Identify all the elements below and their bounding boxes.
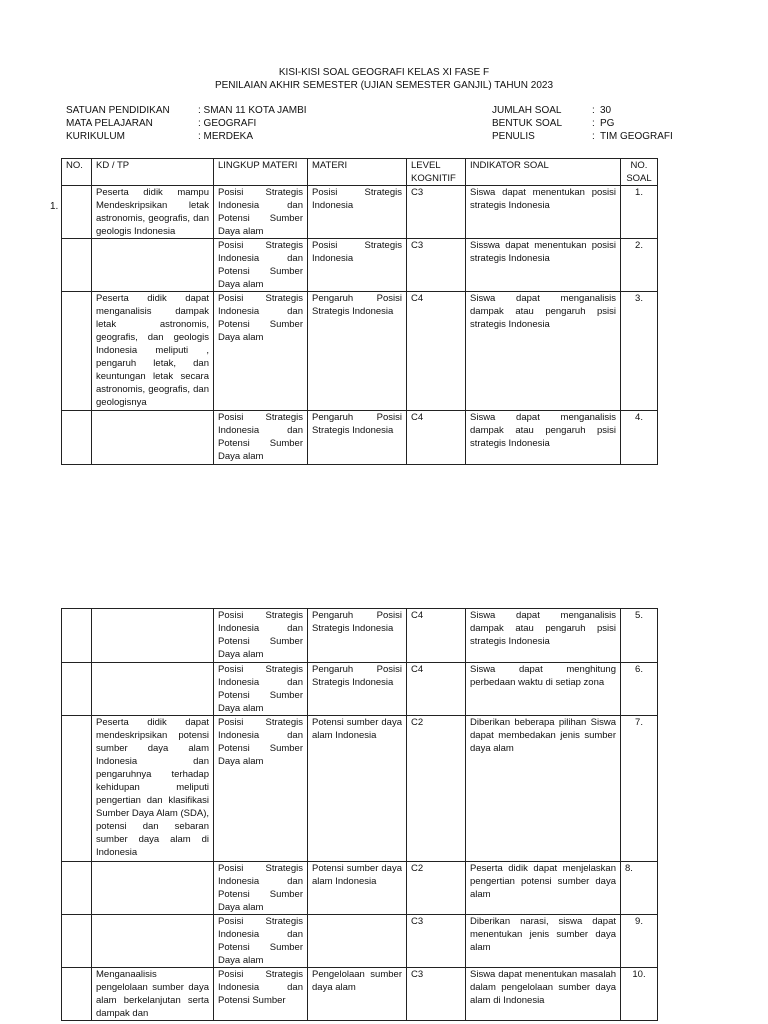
cell-no: [62, 663, 92, 716]
meta-label: MATA PELAJARAN: [66, 118, 153, 129]
cell-materi: Pengaruh Posisi Strategis Indonesia: [308, 292, 407, 411]
cell-level: C2: [407, 716, 466, 862]
cell-no: [62, 239, 92, 292]
meta-sep: :: [592, 131, 595, 142]
cell-nosoal: 6.: [621, 663, 658, 716]
cell-materi: Potensi sumber daya alam Indonesia: [308, 716, 407, 862]
cell-lingkup: Posisi Strategis Indonesia dan Potensi Sumber Daya alam: [214, 239, 308, 292]
cell-indikator: Siswa dapat menentukan posisi strategis Indonesia: [466, 186, 621, 239]
cell-lingkup: Posisi Strategis Indonesia dan Potensi Sumber Daya alam: [214, 609, 308, 663]
cell-nosoal: 7.: [621, 716, 658, 862]
cell-level: C4: [407, 609, 466, 663]
meta-right-labels: [492, 104, 562, 143]
cell-level: C2: [407, 862, 466, 915]
meta-label: KURIKULUM: [66, 131, 125, 142]
cell-level: C4: [407, 411, 466, 465]
cell-indikator: Siswa dapat menganalisis dampak atau pengaruh psisi strategis Indonesia: [466, 292, 621, 411]
cell-level: C3: [407, 968, 466, 1021]
cell-materi: Posisi Strategis Indonesia: [308, 186, 407, 239]
table-row: [62, 968, 658, 1021]
meta-value: : MERDEKA: [198, 131, 254, 142]
meta-sep: :: [592, 118, 595, 129]
meta-left-labels: [66, 104, 170, 143]
cell-kd: [92, 609, 214, 663]
cell-level: C4: [407, 292, 466, 411]
cell-indikator: Siswa dapat menentukan masalah dalam pengelolaan sumber daya alam di Indonesia: [466, 968, 621, 1021]
cell-kd: [92, 411, 214, 465]
cell-nosoal: 3.: [621, 292, 658, 411]
header-nosoal: NO. SOAL: [621, 159, 658, 186]
cell-indikator: Siswa dapat menghitung perbedaan waktu di setiap zona: [466, 663, 621, 716]
cell-kd: [92, 915, 214, 968]
table-row: [62, 915, 658, 968]
header-indikator: INDIKATOR SOAL: [466, 159, 621, 186]
cell-lingkup: Posisi Strategis Indonesia dan Potensi Sumber Daya alam: [214, 716, 308, 862]
cell-no: [62, 609, 92, 663]
table-row: [62, 186, 658, 239]
cell-nosoal: 9.: [621, 915, 658, 968]
cell-no: [62, 716, 92, 862]
cell-kd: Peserta didik dapat mendeskripsikan potensi sumber daya alam Indonesia dan pengaruhnya terhadap kehidupan meliputi pengertian dan klasifikasi Sumber Daya Alam (SDA), potensi dan sebaran sumber daya alam di Indonesia: [92, 716, 214, 862]
meta-value: PG: [600, 118, 615, 129]
table-row: [62, 716, 658, 862]
cell-nosoal: 4.: [621, 411, 658, 465]
meta-value: : GEOGRAFI: [198, 118, 257, 129]
table-header-row: [62, 159, 658, 186]
cell-kd: [92, 862, 214, 915]
meta-left-values: [198, 104, 307, 143]
cell-lingkup: Posisi Strategis Indonesia dan Potensi Sumber: [214, 968, 308, 1021]
cell-nosoal: 5.: [621, 609, 658, 663]
outside-row-number: 1.: [50, 201, 59, 212]
cell-kd: Menganaalisis pengelolaan sumber daya alam berkelanjutan serta dampak dan: [92, 968, 214, 1021]
cell-kd: [92, 239, 214, 292]
cell-indikator: Peserta didik dapat menjelaskan pengertian potensi sumber daya alam: [466, 862, 621, 915]
meta-right-values: [600, 104, 673, 143]
cell-level: C3: [407, 186, 466, 239]
meta-value: : SMAN 11 KOTA JAMBI: [198, 105, 307, 116]
cell-level: C4: [407, 663, 466, 716]
header-kd: KD / TP: [92, 159, 214, 186]
table-row: [62, 609, 658, 663]
table-row: [62, 663, 658, 716]
cell-lingkup: Posisi Strategis Indonesia dan Potensi Sumber Daya alam: [214, 862, 308, 915]
cell-kd: Peserta didik dapat menganalisis dampak letak astronomis, geografis, dan geologis Indonesia meliputi , pengaruh letak, dan keuntungan letak secara astronomis, geografis, dan geologisnya: [92, 292, 214, 411]
header-lingkup: LINGKUP MATERI: [214, 159, 308, 186]
cell-materi: Pengelolaan sumber daya alam: [308, 968, 407, 1021]
meta-value: TIM GEOGRAFI: [600, 131, 673, 142]
cell-level: C3: [407, 915, 466, 968]
cell-materi: [308, 915, 407, 968]
cell-indikator: Sisswa dapat menentukan posisi strategis Indonesia: [466, 239, 621, 292]
cell-materi: Pengaruh Posisi Strategis Indonesia: [308, 411, 407, 465]
cell-no: [62, 968, 92, 1021]
cell-lingkup: Posisi Strategis Indonesia dan Potensi Sumber Daya alam: [214, 186, 308, 239]
meta-value: 30: [600, 105, 612, 116]
header-materi: MATERI: [308, 159, 407, 186]
cell-no: [62, 411, 92, 465]
cell-kd: Peserta didik mampu Mendeskripsikan letak astronomis, geografis, dan geologis Indonesia: [92, 186, 214, 239]
cell-level: C3: [407, 239, 466, 292]
table-row: [62, 292, 658, 411]
header-no: NO.: [62, 159, 92, 186]
header-level: LEVEL KOGNITIF: [407, 159, 466, 186]
document-subtitle: PENILAIAN AKHIR SEMESTER (UJIAN SEMESTER GANJIL) TAHUN 2023: [214, 80, 554, 91]
table-row: [62, 862, 658, 915]
cell-kd: [92, 663, 214, 716]
cell-materi: Pengaruh Posisi Strategis Indonesia: [308, 663, 407, 716]
cell-lingkup: Posisi Strategis Indonesia dan Potensi Sumber Daya alam: [214, 663, 308, 716]
cell-nosoal: 10.: [621, 968, 658, 1021]
meta-right-seps: [592, 104, 595, 143]
cell-indikator: Diberikan narasi, siswa dapat menentukan jenis sumber daya alam: [466, 915, 621, 968]
kisi-table-page-1: [61, 158, 658, 465]
cell-materi: Pengaruh Posisi Strategis Indonesia: [308, 609, 407, 663]
cell-materi: Posisi Strategis Indonesia: [308, 239, 407, 292]
kisi-table-page-2: [61, 608, 658, 1021]
meta-label: JUMLAH SOAL: [492, 105, 562, 116]
cell-materi: Potensi sumber daya alam Indonesia: [308, 862, 407, 915]
cell-nosoal: 2.: [621, 239, 658, 292]
table-row: [62, 411, 658, 465]
cell-nosoal: 1.: [621, 186, 658, 239]
document-title: KISI-KISI SOAL GEOGRAFI KELAS XI FASE F: [278, 67, 490, 78]
meta-label: BENTUK SOAL: [492, 118, 563, 129]
cell-no: [62, 292, 92, 411]
meta-label: PENULIS: [492, 131, 535, 142]
cell-indikator: Diberikan beberapa pilihan Siswa dapat membedakan jenis sumber daya alam: [466, 716, 621, 862]
cell-no: [62, 862, 92, 915]
table-row: [62, 239, 658, 292]
cell-lingkup: Posisi Strategis Indonesia dan Potensi Sumber Daya alam: [214, 292, 308, 411]
cell-indikator: Siswa dapat menganalisis dampak atau pengaruh psisi strategis Indonesia: [466, 411, 621, 465]
cell-lingkup: Posisi Strategis Indonesia dan Potensi Sumber Daya alam: [214, 411, 308, 465]
cell-lingkup: Posisi Strategis Indonesia dan Potensi Sumber Daya alam: [214, 915, 308, 968]
cell-no: [62, 186, 92, 239]
cell-no: [62, 915, 92, 968]
meta-sep: :: [592, 105, 595, 116]
meta-label: SATUAN PENDIDIKAN: [66, 105, 170, 116]
cell-nosoal: 8.: [621, 862, 658, 915]
cell-indikator: Siswa dapat menganalisis dampak atau pengaruh psisi strategis Indonesia: [466, 609, 621, 663]
